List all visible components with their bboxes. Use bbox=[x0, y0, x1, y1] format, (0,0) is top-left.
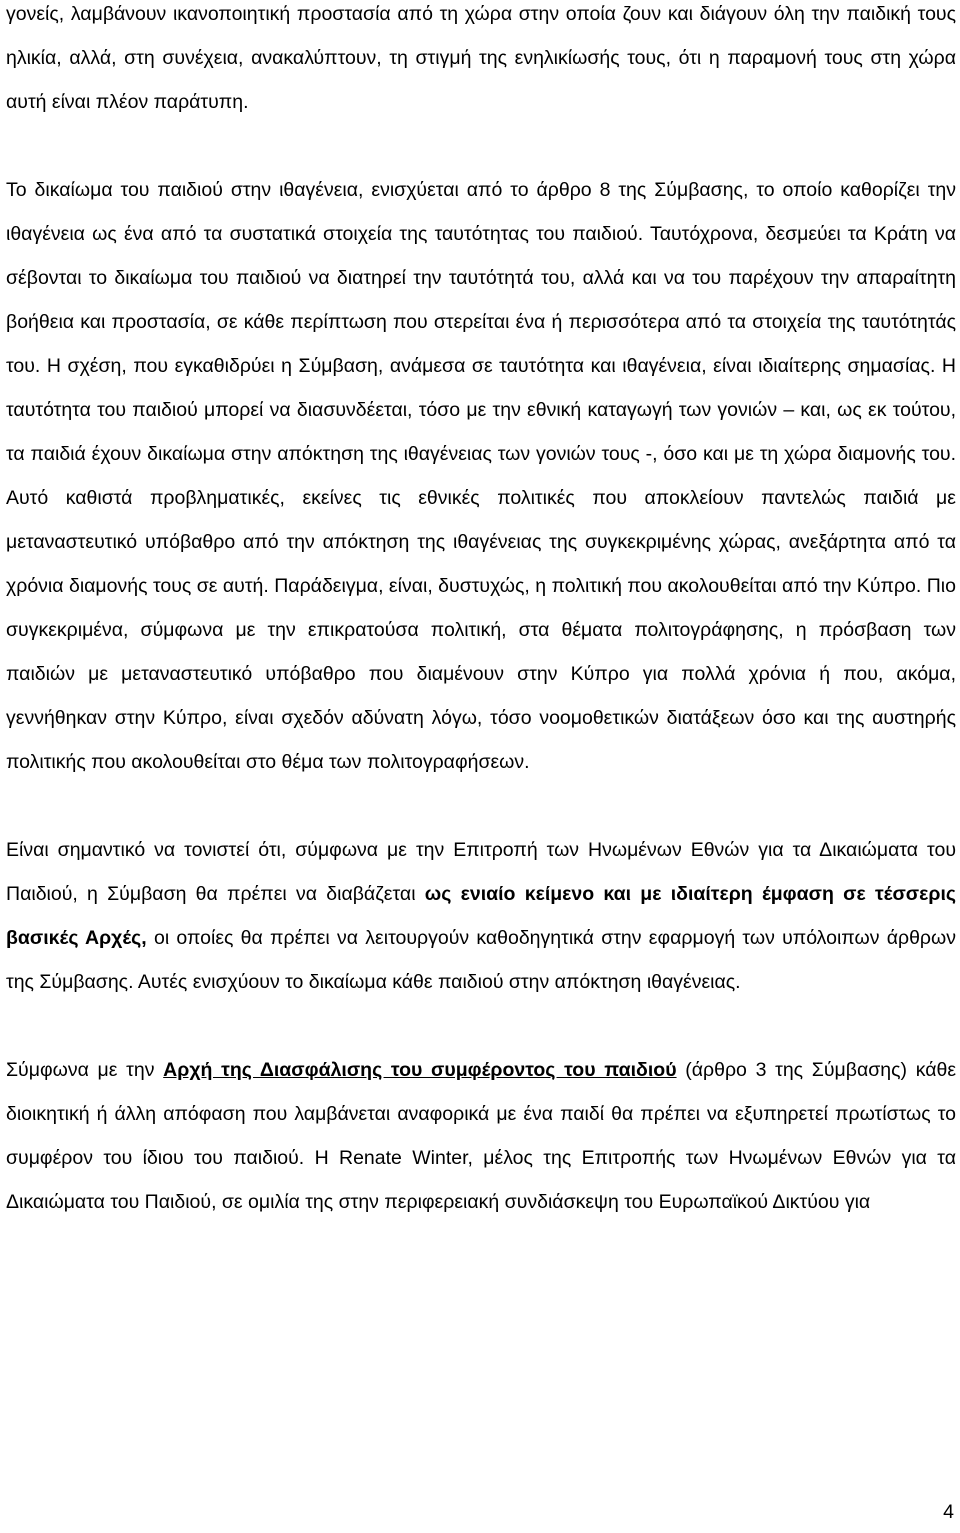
paragraph-best-interest-principle bbox=[6, 1048, 956, 1224]
paragraph-text: οι οποίες θα πρέπει να λειτουργούν καθοδηγητικά στην εφαρμογή των υπόλοιπων άρθρων της Σύμβασης. Αυτές ενισχύουν το δικαίωμα κάθε παιδιού στην απόκτηση ιθαγένειας. bbox=[6, 927, 956, 993]
bold-emphasis: ως ενιαίο κείμενο και με ιδιαίτερη έμφαση σε τέσσερις βασικές Αρχές, bbox=[6, 883, 956, 949]
paragraph-nationality-right: Το δικαίωμα του παιδιού στην ιθαγένεια, ενισχύεται από το άρθρο 8 της Σύμβασης, το οποίο καθορίζει την ιθαγένεια ως ένα από τα συστατικά στοιχεία της ταυτότητας του παιδιού. Ταυτόχρονα, δεσμεύει τα Κράτη να σέβονται το δικαίωμα του παιδιού να διατηρεί την ταυτότητά του, αλλά και να του παρέχουν την απαραίτητη βοήθεια και προστασία, σε κάθε περίπτωση που στερείται ένα ή περισσότερα από τα στοιχεία της ταυτότητάς του. Η σχέση, που εγκαθιδρύει η Σύμβαση, ανάμεσα σε ταυτότητα και ιθαγένεια, είναι ιδιαίτερης σημασίας. Η ταυτότητα του παιδιού μπορεί να διασυνδέεται, τόσο με την εθνική καταγωγή των γονιών – και, ως εκ τούτου, τα παιδιά έχουν δικαίωμα στην απόκτηση της ιθαγένειας των γονιών τους -, όσο και με τη χώρα διαμονής του. Αυτό καθιστά προβληματικές, εκείνες τις εθνικές πολιτικές που αποκλείουν παντελώς παιδιά με μεταναστευτικό υπόβαθρο από την απόκτηση της ιθαγένειας της συγκεκριμένης χώρας, ανεξάρτητα από τα χρόνια διαμονής τους σε αυτή. Παράδειγμα, είναι, δυστυχώς, η πολιτική που ακολουθείται από την Κύπρο. Πιο συγκεκριμένα, σύμφωνα με την επικρατούσα πολιτική, στα θέματα πολιτογράφησης, η πρόσβαση των παιδιών με μεταναστευτικό υπόβαθρο που διαμένουν στην Κύπρο για πολλά χρόνια ή που, ακόμα, γεννήθηκαν στην Κύπρο, είναι σχεδόν αδύνατη λόγω, τόσο νοομοθετικών διατάξεων όσο και της αυστηρής πολιτικής που ακολουθείται στο θέμα των πολιτογραφήσεων. bbox=[6, 179, 956, 773]
paragraph-text: (άρθρο 3 της Σύμβασης) κάθε διοικητική ή άλλη απόφαση που λαμβάνεται αναφορικά με ένα παιδί θα πρέπει να εξυπηρετεί πρωτίστως το συμφέρον του ίδιου του παιδιού. Η Renate Winter, μέλος της Επιτροπής των Ηνωμένων Εθνών για τα Δικαιώματα του Παιδιού, σε ομιλία της στην περιφερειακή συνδιάσκεψη του Ευρωπαϊκού Δικτύου για bbox=[6, 1059, 957, 1213]
paragraph-text: Είναι σημαντικό να τονιστεί ότι, σύμφωνα με την Επιτροπή των Ηνωμένων Εθνών για τα Δικαιώματα του Παιδιού, η Σύμβαση θα πρέπει να διαβάζεται bbox=[6, 839, 956, 905]
paragraph-un-committee bbox=[6, 828, 956, 1004]
paragraph-continuation: γονείς, λαμβάνουν ικανοποιητική προστασία από τη χώρα στην οποία ζουν και διάγουν όλη την παιδική τους ηλικία, αλλά, στη συνέχεια, ανακαλύπτουν, τη στιγμή της ενηλικίωσής τους, ότι η παραμονή τους στη χώρα αυτή είναι πλέον παράτυπη. bbox=[6, 3, 956, 113]
bold-underlined-emphasis: Αρχή της Διασφάλισης του συμφέροντος του παιδιού bbox=[163, 1059, 677, 1081]
document-page bbox=[6, 0, 956, 1224]
page-number: 4 bbox=[943, 1501, 954, 1523]
paragraph-text: Σύμφωνα με την bbox=[6, 1059, 164, 1081]
